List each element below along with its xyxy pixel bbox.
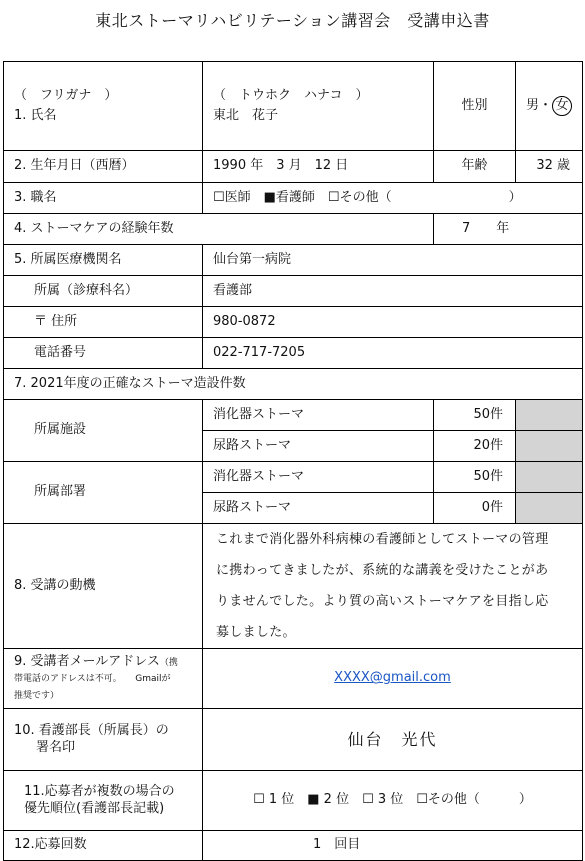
head-nurse-label-seal: 署名印 (36, 739, 76, 755)
department-value[interactable]: 看護部 (203, 276, 583, 307)
motivation-line: に携わってきましたが、系統的な講義を受けたことがあ (216, 563, 549, 578)
motivation-line: これまで消化器外科病棟の看護師としてストーマの管理 (216, 532, 549, 547)
facility-ostomy-count[interactable]: 20件 (434, 431, 516, 462)
dept-label: 所属部署 (4, 462, 203, 524)
name-furigana-label: （ フリガナ ） (14, 87, 118, 103)
form-title: 東北ストーマリハビリテーション講習会 受講申込書 (95, 11, 490, 30)
experience-label: 4. ストーマケアの経験年数 (4, 214, 434, 245)
priority-options[interactable]: ☐ 1 位 ■ 2 位 ☐ 3 位 ☐その他（ ） (203, 771, 583, 831)
sex-value-cell[interactable] (516, 62, 583, 151)
name-label-cell (4, 62, 203, 151)
email-value-cell[interactable] (203, 649, 583, 709)
sex-label: 性別 (434, 62, 516, 151)
age-label: 年齢 (434, 151, 516, 183)
occupation-label: 3. 職名 (4, 183, 203, 214)
experience-value[interactable]: 7 年 (434, 214, 583, 245)
dept-ostomy-count[interactable]: 50件 (434, 462, 516, 493)
name-label: 1. 氏名 (14, 108, 57, 123)
email-note: 推奨です） (14, 690, 60, 701)
dept-ostomy-count[interactable]: 0件 (434, 493, 516, 524)
shaded-cell (516, 462, 583, 493)
shaded-cell (516, 493, 583, 524)
motivation-line: 募しました。 (216, 625, 296, 640)
email-note: （携 (159, 657, 178, 668)
head-nurse-label: 10. 看護部長（所属長）の (14, 723, 169, 739)
priority-label-sub: 優先順位(看護部長記載) (24, 800, 165, 816)
shaded-cell (516, 431, 583, 462)
priority-label: 11.応募者が複数の場合の (24, 784, 175, 800)
sex-male-option[interactable]: 男・ (525, 98, 552, 113)
motivation-label: 8. 受講の動機 (4, 524, 203, 649)
priority-label-cell (4, 771, 203, 831)
age-value[interactable]: 32 歳 (516, 151, 583, 183)
application-form-table (3, 61, 583, 861)
department-label: 所属（診療科名） (4, 276, 203, 307)
application-count-value[interactable]: 1 回目 (203, 831, 583, 861)
motivation-line: りませんでした。より質の高いストーマケアを目指し応 (216, 594, 549, 609)
institution-value[interactable]: 仙台第一病院 (203, 245, 583, 276)
institution-label: 5. 所属医療機関名 (4, 245, 203, 276)
name-value-cell[interactable] (203, 62, 434, 151)
motivation-value[interactable] (203, 524, 583, 649)
birth-value[interactable]: 1990 年 3 月 12 日 (203, 151, 434, 183)
email-note: 帯電話のアドレスは不可。 Gmailが (14, 674, 171, 685)
facility-label: 所属施設 (4, 400, 203, 462)
facility-ostomy-type: 消化器ストーマ (203, 400, 434, 431)
name-value: 東北 花子 (213, 108, 279, 123)
shaded-cell (516, 400, 583, 431)
head-nurse-label-cell (4, 709, 203, 771)
phone-label: 電話番号 (4, 338, 203, 369)
facility-ostomy-type: 尿路ストーマ (203, 431, 434, 462)
surgery-count-header: 7. 2021年度の正確なストーマ造設件数 (4, 369, 583, 400)
sex-female-option-circled[interactable]: 女 (552, 96, 572, 116)
name-furigana-value: （ トウホク ハナコ ） (213, 87, 369, 103)
phone-value[interactable]: 022-717-7205 (203, 338, 583, 369)
application-count-label: 12.応募回数 (4, 831, 203, 861)
birth-label: 2. 生年月日（西暦） (4, 151, 203, 183)
occupation-options[interactable]: ☐医師 ■看護師 ☐その他（ ） (203, 183, 583, 214)
facility-ostomy-count[interactable]: 50件 (434, 400, 516, 431)
address-value[interactable]: 980-0872 (203, 307, 583, 338)
dept-ostomy-type: 尿路ストーマ (203, 493, 434, 524)
head-nurse-signature[interactable]: 仙台 光代 (203, 709, 583, 771)
email-label: 9. 受講者メールアドレス (14, 653, 160, 669)
email-label-cell (4, 649, 203, 709)
address-label: 〒 住所 (4, 307, 203, 338)
email-link[interactable]: XXXX@gmail.com (334, 670, 451, 686)
dept-ostomy-type: 消化器ストーマ (203, 462, 434, 493)
